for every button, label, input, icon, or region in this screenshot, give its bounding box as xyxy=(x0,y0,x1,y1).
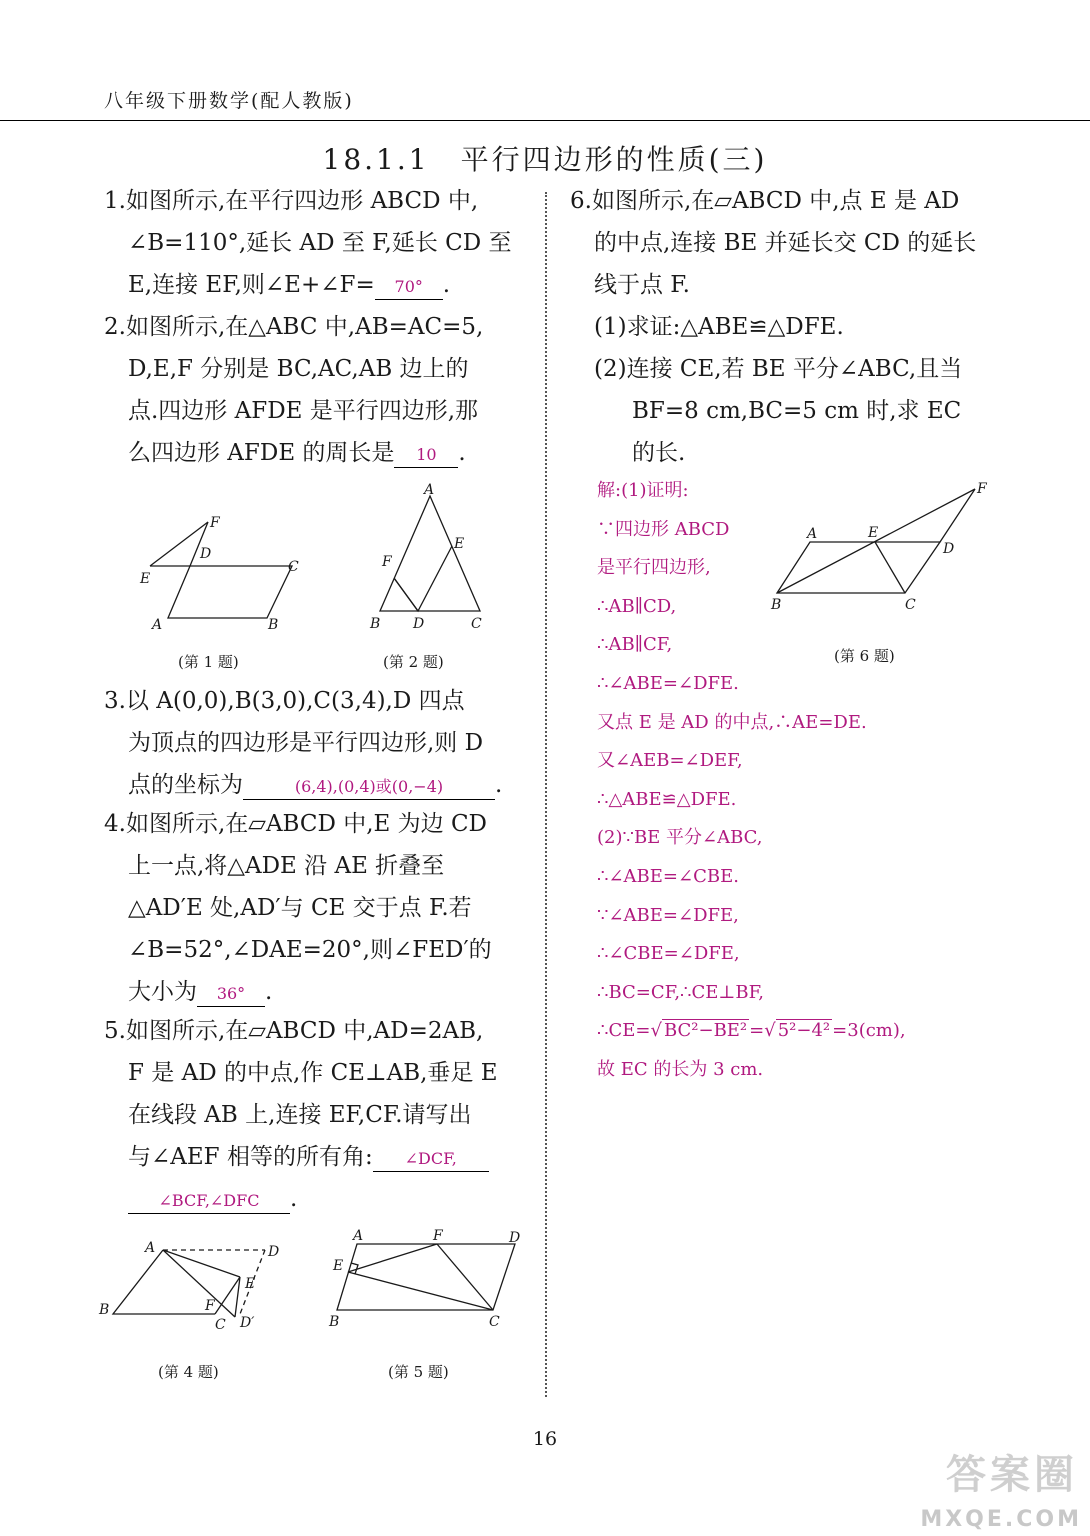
segment-ef xyxy=(348,1244,437,1272)
q1-tail: . xyxy=(442,272,451,298)
solution-line: 又∠AEB=∠DEF, xyxy=(597,750,743,772)
q2-answer: 10 xyxy=(394,443,458,468)
label-f: F xyxy=(433,1228,443,1244)
label-b: B xyxy=(268,617,279,633)
column-divider xyxy=(545,192,547,1397)
parallelogram-abcd xyxy=(168,566,292,618)
label-f: F xyxy=(382,554,392,570)
label-f: F xyxy=(977,481,987,497)
label-a: A xyxy=(807,526,818,542)
q4-tail: . xyxy=(265,979,273,1005)
solution-line: 是平行四边形, xyxy=(597,557,711,579)
label-d: D xyxy=(413,616,425,632)
solution-line: ∴∠ABE=∠DFE. xyxy=(597,672,739,694)
q6-line: 的长. xyxy=(632,440,686,466)
label-d: D xyxy=(509,1230,521,1246)
label-a: A xyxy=(145,1240,156,1256)
segments-fd-de xyxy=(394,546,452,611)
solution-line: 又点 E 是 AD 的中点,∴AE=DE. xyxy=(597,711,867,733)
q2-tail: . xyxy=(458,440,466,466)
label-e: E xyxy=(333,1258,344,1274)
q3-line: 为顶点的四边形是平行四边形,则 D xyxy=(128,730,484,756)
label-d-prime: D′ xyxy=(240,1315,255,1331)
q5-line: F 是 AD 的中点,作 CE⊥AB,垂足 E xyxy=(128,1060,498,1086)
label-e: E xyxy=(868,525,879,541)
question-4 xyxy=(104,803,492,1013)
ce-root-2: 5²−4² xyxy=(777,1020,831,1042)
label-a: A xyxy=(152,617,163,633)
ce-mid: = xyxy=(749,1020,765,1042)
q4-line: 4.如图所示,在▱ABCD 中,E 为边 CD xyxy=(104,811,487,837)
label-c: C xyxy=(215,1317,226,1333)
q5-line: 在线段 AB 上,连接 EF,CF.请写出 xyxy=(128,1102,472,1128)
label-a: A xyxy=(353,1228,364,1244)
q1-line: ∠B=110°,延长 AD 至 F,延长 CD 至 xyxy=(128,230,512,256)
label-b: B xyxy=(370,616,381,632)
ce-end: =3(cm), xyxy=(832,1020,906,1042)
solution-line: ∴∠CBE=∠DFE, xyxy=(597,943,740,965)
label-e: E xyxy=(245,1276,256,1292)
q5-answer-1: ∠DCF, xyxy=(373,1147,489,1172)
figure-1 xyxy=(130,505,320,635)
watermark-logo: 答案圈 xyxy=(946,1452,1078,1498)
q6-line: 6.如图所示,在▱ABCD 中,点 E 是 AD xyxy=(570,188,960,214)
question-1 xyxy=(104,180,512,306)
segment-ec xyxy=(348,1272,493,1310)
label-a: A xyxy=(424,482,435,498)
q6-line: 线于点 F. xyxy=(594,272,690,298)
q6-line: 的中点,连接 BE 并延长交 CD 的延长 xyxy=(594,230,977,256)
q5-line: 5.如图所示,在▱ABCD 中,AD=2AB, xyxy=(104,1018,484,1044)
label-d: D xyxy=(943,541,955,557)
page-number: 16 xyxy=(532,1428,558,1450)
question-3 xyxy=(104,680,502,806)
q4-line: ∠B=52°,∠DAE=20°,则∠FED′的 xyxy=(128,937,492,963)
header-rule xyxy=(0,120,1090,121)
q2-line: 点.四边形 AFDE 是平行四边形,那 xyxy=(128,398,479,424)
label-c: C xyxy=(288,559,299,575)
solution-line: ∴BC=CF,∴CE⊥BF, xyxy=(597,981,764,1003)
fig4-caption: (第 4 题) xyxy=(158,1363,219,1381)
label-f: F xyxy=(210,515,220,531)
solution-line: ∴AB∥CF, xyxy=(597,634,673,656)
figure-5 xyxy=(325,1222,525,1342)
right-angle-mark xyxy=(351,1263,358,1274)
q3-answer: (6,4),(0,4)或(0,−4) xyxy=(243,775,495,800)
question-5 xyxy=(104,1010,498,1220)
solution-line: ∴△ABE≌△DFE. xyxy=(597,788,737,810)
q2-line: 2.如图所示,在△ABC 中,AB=AC=5, xyxy=(104,314,484,340)
figure-2 xyxy=(365,478,495,636)
q6-line: (2)连接 CE,若 BE 平分∠ABC,且当 xyxy=(594,356,963,382)
label-e: E xyxy=(140,571,151,587)
q6-line: (1)求证:△ABE≌△DFE. xyxy=(594,314,844,340)
fig1-caption: (第 1 题) xyxy=(178,653,239,671)
q5-line: 与∠AEF 相等的所有角: xyxy=(128,1144,373,1170)
label-b: B xyxy=(771,597,782,613)
question-2 xyxy=(104,306,483,474)
solution-conclusion: 故 EC 的长为 3 cm. xyxy=(597,1058,764,1080)
q4-line: △AD′E 处,AD′与 CE 交于点 F.若 xyxy=(128,895,472,921)
solution-line: ∵四边形 ABCD xyxy=(597,518,730,540)
side-ab-bc xyxy=(113,1250,215,1314)
q6-line: BF=8 cm,BC=5 cm 时,求 EC xyxy=(632,398,962,424)
segment-ae xyxy=(163,1250,240,1277)
q4-answer: 36° xyxy=(197,982,265,1007)
q4-line: 大小为 xyxy=(128,979,197,1005)
label-f: F xyxy=(205,1298,215,1314)
parallelogram-abcd xyxy=(337,1244,515,1310)
label-c: C xyxy=(905,597,916,613)
segment-fc xyxy=(437,1244,493,1310)
question-6 xyxy=(570,180,976,474)
ce-root-1: BC²−BE² xyxy=(663,1020,748,1042)
label-c: C xyxy=(489,1314,500,1330)
label-d: D xyxy=(200,546,212,562)
q3-line: 点的坐标为 xyxy=(128,772,243,798)
solution-ce-line: ∴CE=√ BC²−BE² =√ 5²−4² =3(cm), xyxy=(597,1020,906,1042)
solution-line: ∴AB∥CD, xyxy=(597,595,677,617)
section-title: 18.1.1 平行四边形的性质(三) xyxy=(322,143,768,176)
solution-line: ∵∠ABE=∠DFE, xyxy=(597,904,739,926)
label-b: B xyxy=(99,1302,110,1318)
solution-line: (2)∵BE 平分∠ABC, xyxy=(597,827,763,849)
q4-line: 上一点,将△ADE 沿 AE 折叠至 xyxy=(128,853,445,879)
label-b: B xyxy=(329,1314,340,1330)
figure-6 xyxy=(765,475,1005,620)
fig6-caption: (第 6 题) xyxy=(834,647,895,665)
q2-line: 么四边形 AFDE 的周长是 xyxy=(128,440,395,466)
q5-answer-2: ∠BCF,∠DFC xyxy=(128,1189,290,1214)
solution-line: ∴∠ABE=∠CBE. xyxy=(597,865,739,887)
watermark-url: MXQE.COM xyxy=(920,1507,1082,1532)
q1-answer: 70° xyxy=(375,275,443,300)
fig5-caption: (第 5 题) xyxy=(388,1363,449,1381)
book-header: 八年级下册数学(配人教版) xyxy=(104,90,354,112)
figure-4 xyxy=(95,1232,295,1342)
q3-tail: . xyxy=(495,772,503,798)
q1-line: 1.如图所示,在平行四边形 ABCD 中, xyxy=(104,188,479,214)
ce-prefix: ∴CE= xyxy=(597,1020,651,1042)
q5-tail: . xyxy=(290,1186,298,1212)
q3-line: 3.以 A(0,0),B(3,0),C(3,4),D 四点 xyxy=(104,688,465,714)
fig2-caption: (第 2 题) xyxy=(383,653,444,671)
solution-line: 解:(1)证明: xyxy=(597,480,689,501)
segment-ad2 xyxy=(163,1250,235,1317)
q2-line: D,E,F 分别是 BC,AC,AB 边上的 xyxy=(128,356,469,382)
label-c: C xyxy=(471,616,482,632)
segment-ce xyxy=(875,542,905,593)
q1-line: E,连接 EF,则∠E+∠F= xyxy=(128,272,375,298)
label-e: E xyxy=(454,536,465,552)
triangle-abc xyxy=(380,496,480,611)
extension-cd xyxy=(940,489,975,542)
label-d: D xyxy=(268,1244,280,1260)
